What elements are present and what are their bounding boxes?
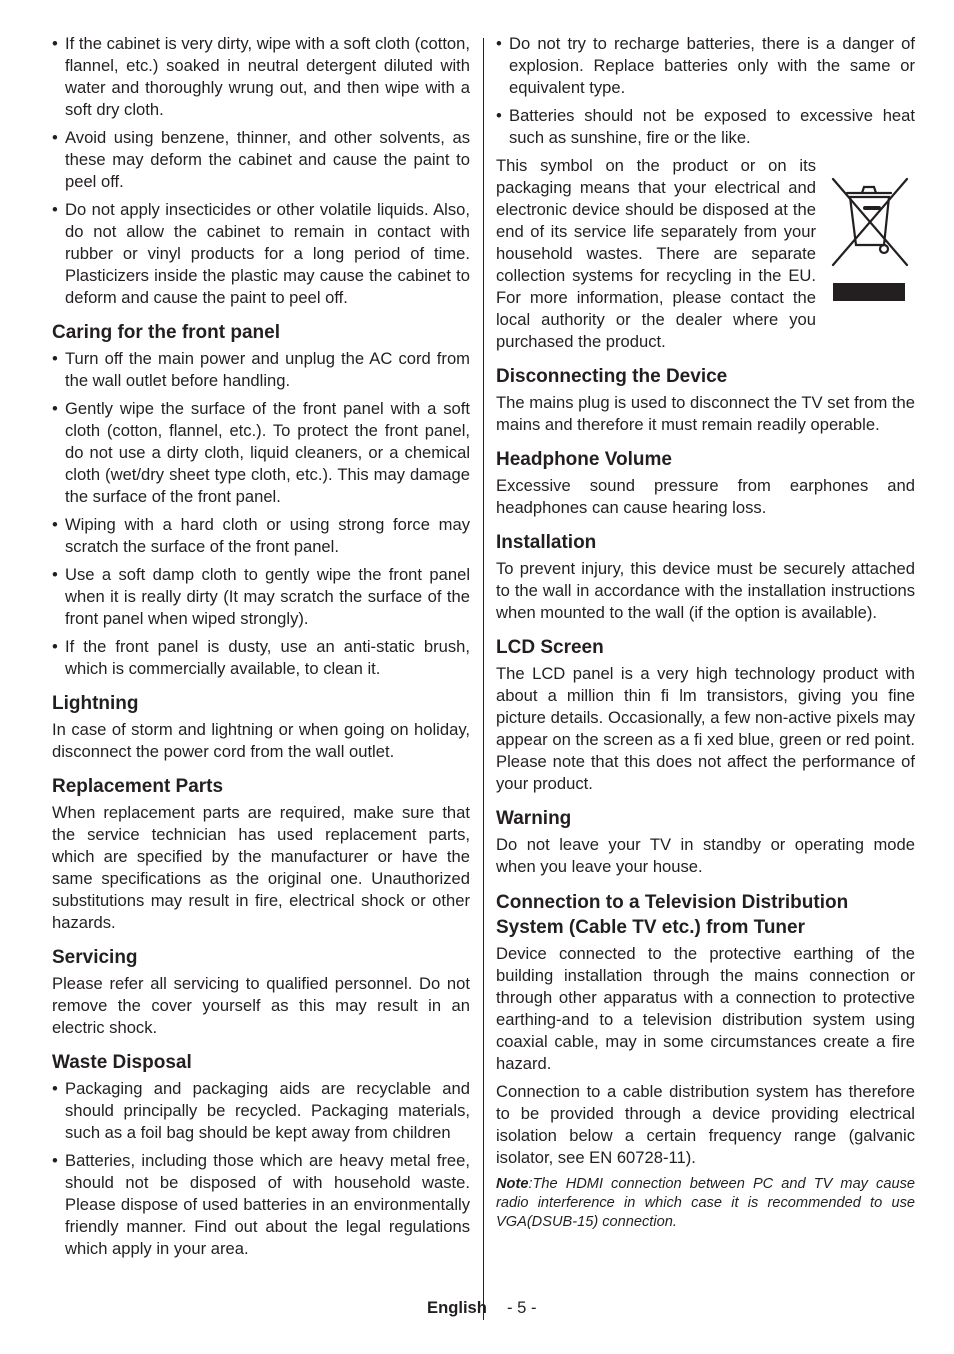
waste-disposal-list (52, 1078, 470, 1260)
connection-text-2: Connection to a cable distribution system has therefore to be provided through a device providing electrical isolation below a certain frequency range (galvanic isolator, see EN 60728-11). (496, 1082, 915, 1167)
weee-text: This symbol on the product or on its packaging means that your electrical and electronic device should be disposed at the end of its service life separately from your household wastes. There are separate collection systems for recycling in the EU. For more information, please contact the local authority or the dealer where you purchased the product. (496, 156, 816, 351)
battery-list (496, 33, 915, 149)
note-label: Note (496, 1176, 529, 1192)
list-item: • Turn off the main power and unplug the AC cord from the wall outlet before handling. (52, 348, 470, 392)
weee-block (496, 155, 915, 353)
list-item: • Wiping with a hard cloth or using strong force may scratch the surface of the front panel. (52, 514, 470, 558)
list-item: • Packaging and packaging aids are recyclable and should principally be recycled. Packaging materials, such as a foil bag should be kept away from children (52, 1078, 470, 1144)
list-item: • Avoid using benzene, thinner, and other solvents, as these may deform the cabinet and cause the paint to peel off. (52, 127, 470, 193)
connection-text-1: Device connected to the protective earthing of the building installation through the mains connection or through other apparatus with a connection to protective earthing-and to a television distribution system using coaxial cable, may in some circumstances create a fire hazard. (496, 944, 915, 1073)
right-column (496, 33, 915, 1232)
page-number: - 5 - (507, 1298, 537, 1317)
list-item: • Batteries, including those which are heavy metal free, should not be disposed of with household waste. Please dispose of used batteries in an environmentally friendly manner. Find out about the legal regulations which apply in your area. (52, 1150, 470, 1260)
servicing-text: Please refer all servicing to qualified personnel. Do not remove the cover yourself as this may result in an electric shock. (52, 974, 470, 1037)
hdmi-note (496, 1175, 915, 1232)
installation-text: To prevent injury, this device must be securely attached to the wall in accordance with the installation instructions when mounted to the wall (if the option is available). (496, 559, 915, 622)
list-item: • Do not try to recharge batteries, there is a danger of explosion. Replace batteries only with the same or equivalent type. (496, 33, 915, 99)
column-divider (483, 38, 484, 1320)
warning-text: Do not leave your TV in standby or operating mode when you leave your house. (496, 835, 915, 876)
cabinet-care-list (52, 33, 470, 309)
headphone-text: Excessive sound pressure from earphones and headphones can cause hearing loss. (496, 476, 915, 517)
list-item: • Gently wipe the surface of the front panel with a soft cloth (cotton, flannel, etc.). To protect the front panel, do not use a dirty cloth, liquid cleaners, or a chemical cloth (wet/dry sheet type cloth, etc.). This may damage the surface of the front panel. (52, 398, 470, 508)
replacement-parts-text: When replacement parts are required, make sure that the service technician has used replacement parts, which are specified by the manufacturer or have the same specifications as the original one. Unauthorized substitutions may result in fire, electrical shock or other hazards. (52, 803, 470, 932)
left-column (52, 33, 470, 1266)
replacement-parts-heading: Replacement Parts (52, 776, 224, 797)
list-item: • Use a soft damp cloth to gently wipe the front panel when it is really dirty (It may scratch the surface of the front panel when wiped strongly). (52, 564, 470, 630)
warning-heading: Warning (496, 808, 572, 829)
lightning-heading: Lightning (52, 693, 139, 714)
note-text: :The HDMI connection between PC and TV may cause radio interference in which case it is recommended to use VGA(DSUB-15) connection. (496, 1176, 915, 1230)
installation-heading: Installation (496, 532, 597, 553)
lightning-text: In case of storm and lightning or when going on holiday, disconnect the power cord from the wall outlet. (52, 720, 470, 761)
disconnecting-heading: Disconnecting the Device (496, 366, 728, 387)
connection-heading: Connection to a Television Distribution System (Cable TV etc.) from Tuner (496, 892, 849, 938)
footer-language: English (427, 1298, 487, 1317)
lcd-heading: LCD Screen (496, 637, 604, 658)
list-item: • Do not apply insecticides or other volatile liquids. Also, do not allow the cabinet to remain in contact with rubber or vinyl products for a long period of time. Plasticizers inside the plastic may cause the cabinet to deform and cause the paint to peel off. (52, 199, 470, 309)
lcd-text: The LCD panel is a very high technology product with about a million thin fi lm transistors, giving you fine picture details. Occasionally, a few non-active pixels may appear on the screen as a fi xed blue, green or red point. Please note that this does not affect the performance of your product. (496, 664, 915, 793)
waste-disposal-heading: Waste Disposal (52, 1052, 192, 1073)
list-item: • If the cabinet is very dirty, wipe with a soft cloth (cotton, flannel, etc.) soaked in neutral detergent diluted with water and thoroughly wrung out, and then wipe with a soft dry cloth. (52, 33, 470, 121)
servicing-heading: Servicing (52, 947, 138, 968)
front-panel-heading: Caring for the front panel (52, 322, 280, 343)
crossed-out-wheelie-bin-icon (829, 173, 909, 301)
disconnecting-text: The mains plug is used to disconnect the TV set from the mains and therefore it must remain readily operable. (496, 393, 915, 434)
headphone-heading: Headphone Volume (496, 449, 672, 470)
list-item: • Batteries should not be exposed to excessive heat such as sunshine, fire or the like. (496, 105, 915, 149)
front-panel-list (52, 348, 470, 680)
list-item: • If the front panel is dusty, use an anti-static brush, which is commercially available, to clean it. (52, 636, 470, 680)
